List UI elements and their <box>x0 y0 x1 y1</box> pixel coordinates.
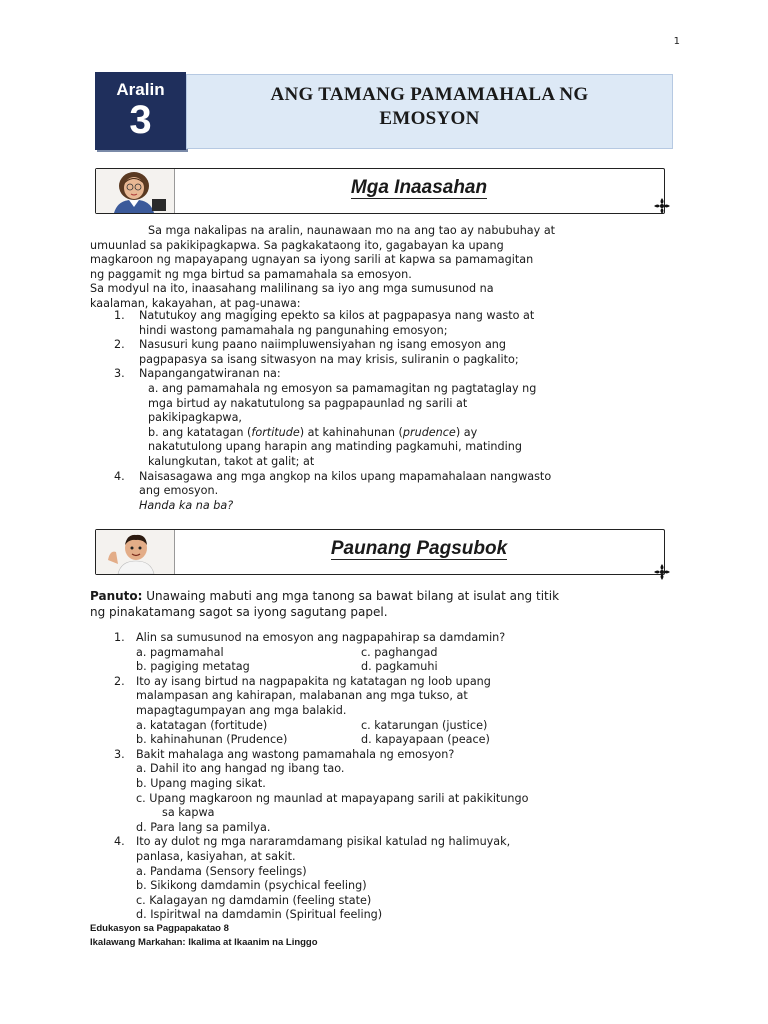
question-3-options: a. Dahil ito ang hangad ng ibang tao. b. Upang maging sikat. c. Upang magkaroon ng maunlad at mapayapang sarili at pakikitungo sa kapwa d. Para lang sa pamilya. <box>136 762 529 834</box>
footer-quarter: Ikalawang Markahan: Ikalima at Ikaanim na Linggo <box>90 937 318 948</box>
lesson-title-box <box>186 74 673 149</box>
teacher-avatar-male-icon <box>96 530 175 574</box>
objective-4: 4. Naisasagawa ang mga angkop na kilos upang mapamahalaan nangwasto ang emosyon. <box>114 469 552 498</box>
question-1-options: a. pagmamahal c. paghangad b. pagiging metatag d. pagkamuhi <box>136 645 438 674</box>
intro-line: Sa modyul na ito, inaasahang malilinang sa iyo ang mga sumusunod na <box>90 282 494 296</box>
question-1: 1. Alin sa sumusunod na emosyon ang nagpapahirap sa damdamin? <box>114 631 506 644</box>
expectations-banner <box>95 168 665 214</box>
instructions-label: Panuto: <box>90 589 143 603</box>
question-4-options: a. Pandama (Sensory feelings) b. Sikikong damdamin (psychical feeling) c. Kalagayan ng damdamin (feeling state) d. Ispiritwal na damdamin (Spiritual feeling) <box>136 864 383 922</box>
ready-question: Handa ka na ba? <box>139 498 234 512</box>
instructions: Panuto: Unawaing mabuti ang mga tanong sa bawat bilang at isulat ang titik ng pinakatamang sagot sa iyong sagutang papel. <box>90 589 560 619</box>
lesson-title-line2: EMOSYON <box>379 108 480 129</box>
intro-line: magkaroon ng mapayapang ugnayan sa iyong sarili at kapwa sa pamamagitan <box>90 253 534 267</box>
objective-3a: a. ang pamamahala ng emosyon sa pamamagitan ng pagtataglay ng mga birtud ay nakatutulong sa pagpapaunlad ng sarili at pakikipagkapwa, <box>148 381 537 425</box>
objectives-list <box>114 309 680 513</box>
question-2: 2. Ito ay isang birtud na nagpapakita ng katatagan ng loob upang malampasan ang kahirapan, malabanan ang mga tukso, at mapagtagumpayan ang mga balakid. <box>114 674 491 717</box>
question-3: 3. Bakit mahalaga ang wastong pamamahala ng emosyon? <box>114 747 455 761</box>
pretest-heading: Paunang Pagsubok <box>330 538 508 559</box>
lesson-number: 3 <box>129 98 152 142</box>
objective-1: 1. Natutukoy ang magiging epekto sa kilos at pagpapasya nang wasto at hindi wastong pamamahala ng pangunahing emosyon; <box>114 309 535 337</box>
pretest-banner <box>95 529 665 575</box>
page-number: 1 <box>673 36 680 47</box>
expectations-heading: Mga Inaasahan <box>350 177 488 198</box>
question-2-options: a. katatagan (fortitude) c. katarungan (justice) b. kahinahunan (Prudence) d. kapayapaan (peace) <box>136 718 490 747</box>
question-list <box>114 631 674 923</box>
lesson-badge <box>95 72 186 150</box>
teacher-avatar-female-icon <box>96 169 175 213</box>
intro-line: ng paggamit ng mga birtud sa pamamahala sa emosyon. <box>90 267 412 281</box>
intro-paragraph <box>90 224 678 312</box>
intro-line: kaalaman, kakayahan, at pag-unawa: <box>90 296 301 310</box>
footer-subject: Edukasyon sa Pagpapakatao 8 <box>90 923 229 934</box>
objective-3b: b. ang katatagan (fortitude) at kahinahunan (prudence) ay nakatutulong upang harapin ang matinding pagkamuhi, matinding kalungkutan, takot at galit; at <box>148 425 522 468</box>
objective-2: 2. Nasusuri kung paano naiimpluwensiyahan ng isang emosyon ang pagpapasya sa isang sitwasyon na may krisis, suliranin o pagkalito; <box>114 338 519 366</box>
question-4: 4. Ito ay dulot ng mga nararamdamang pisikal katulad ng halimuyak, panlasa, kasiyahan, at sakit. <box>114 835 511 863</box>
objective-3: 3. Napangangatwiranan na: <box>114 367 281 381</box>
floral-ornament-icon <box>653 563 671 581</box>
floral-ornament-icon <box>653 197 671 215</box>
lesson-label: Aralin <box>116 80 165 99</box>
lesson-title <box>187 83 672 131</box>
lesson-title-line1: ANG TAMANG PAMAMAHALA NG <box>270 84 589 105</box>
intro-line: Sa mga nakalipas na aralin, naunawaan mo na ang tao ay nabubuhay at <box>148 224 556 237</box>
intro-line: umuunlad sa pakikipagkapwa. Sa pagkakataong ito, gagabayan ka upang <box>90 238 504 252</box>
